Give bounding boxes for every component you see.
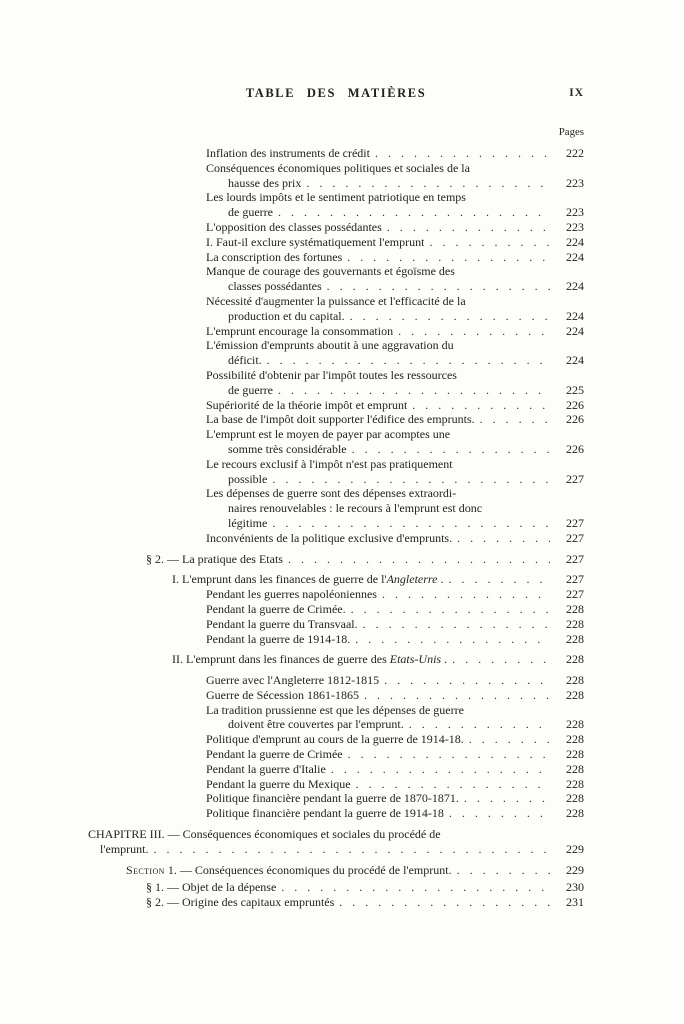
toc-page-number: 228 [566,652,584,667]
toc-line [88,632,584,647]
dot-leader [448,572,550,587]
pages-column-label: Pages [558,126,584,138]
toc-page-number: 223 [566,175,584,190]
toc-entry-text: Politique d'emprunt au cours de la guerre de 1914-18. [206,732,464,747]
toc-line [88,552,584,567]
dot-leader [384,673,550,688]
toc-line [88,717,584,732]
toc-line [88,732,584,747]
toc-line [88,220,584,235]
dot-leader [348,747,550,762]
dot-leader [347,250,550,265]
toc-page-number: 228 [566,717,584,732]
toc-entry-text: § 2. — Origine des capitaux empruntés [146,895,335,910]
toc-page-number: 228 [566,747,584,762]
dot-leader [306,176,550,191]
toc-line [88,383,584,398]
toc-entry-text: naires renouvelables : le recours à l'emprunt est donc [228,501,483,516]
toc-page-number: 225 [566,382,584,397]
toc-entry-text: La tradition prussienne est que les dépenses de guerre [206,702,464,717]
toc-page-number: 226 [566,412,584,427]
toc-entry-text: Manque de courage des gouvernants et égoïsme des [206,264,455,279]
dot-leader [272,472,550,487]
dot-leader [355,632,550,647]
toc-page-number: 228 [566,601,584,616]
dot-leader [339,895,550,910]
toc-entry-text: Supériorité de la théorie impôt et emprunt [206,397,408,412]
toc-line [88,279,584,294]
toc-page-number: 228 [566,806,584,821]
toc-line [88,587,584,602]
toc-page-number: 228 [566,791,584,806]
dot-leader [429,235,550,250]
toc-line [88,863,584,878]
toc-line [88,673,584,688]
toc-line [88,572,584,587]
toc-list [88,146,584,910]
dot-leader [387,220,550,235]
toc-entry-text: Le recours exclusif à l'impôt n'est pas pratiquement [206,456,453,471]
toc-line [88,777,584,792]
toc-line [88,703,584,718]
toc-entry-text: Pendant la guerre du Transvaal. [206,616,358,631]
dot-leader [272,516,550,531]
toc-entry-text: Conséquences économiques politiques et sociales de la [206,160,470,175]
toc-entry-text: Guerre avec l'Angleterre 1812-1815 [206,673,380,688]
toc-entry-text: légitime [228,515,268,530]
toc-entry-text: Inflation des instruments de crédit [206,146,370,160]
toc-line [88,309,584,324]
toc-line [88,442,584,457]
dot-leader [382,587,550,602]
toc-page-number: 229 [566,841,584,856]
dot-leader [327,279,550,294]
toc-entry-text: La base de l'impôt doit supporter l'édifice des emprunts. [206,412,475,427]
toc-page-number: 227 [566,551,584,566]
toc-line [88,880,584,895]
toc-entry-text: Inconvénients de la politique exclusive d'emprunts. [206,530,453,545]
toc-line [88,602,584,617]
dot-leader [352,442,550,457]
toc-page-number: 227 [566,471,584,486]
toc-page-number: 226 [566,397,584,412]
toc-line [88,368,584,383]
dot-leader [457,531,550,546]
toc-entry-text: Guerre de Sécession 1861-1865 [206,687,359,702]
dot-leader [154,842,551,857]
toc-line [88,324,584,339]
toc-entry-text: Section 1. — Conséquences économiques du procédé de l'emprunt. [126,862,452,877]
toc-entry-text: production et du capital. [228,308,345,323]
toc-line [88,652,584,667]
toc-line [88,842,584,857]
toc-page-number: 224 [566,353,584,368]
page-title: TABLE DES MATIÈRES [245,86,427,100]
toc-line [88,146,584,161]
dot-leader [356,777,550,792]
toc-entry-text: Politique financière pendant la guerre de 1914-18 [206,806,444,821]
toc-entry-text: § 1. — Objet de la dépense [146,880,277,895]
toc-entry-text: Possibilité d'obtenir par l'impôt toutes les ressources [206,367,457,382]
toc-page-number: 224 [566,323,584,338]
toc-page-number: 224 [566,279,584,294]
toc-line [88,353,584,368]
toc-line [88,688,584,703]
dot-leader [375,146,550,161]
toc-entry-text: Pendant la guerre du Mexique [206,776,351,791]
toc-line [88,791,584,806]
toc-line [88,294,584,309]
toc-entry-text: possible [228,471,268,486]
toc-entry-text: Les lourds impôts et le sentiment patriotique en temps [206,190,466,205]
dot-leader [398,324,550,339]
toc-page-number: 223 [566,219,584,234]
dot-leader [288,552,550,567]
toc-entry-text: de guerre [228,382,273,397]
toc-entry-text: L'emprunt est le moyen de payer par acomptes une [206,427,451,442]
toc-line [88,176,584,191]
toc-entry-text: l'emprunt. [100,841,149,856]
toc-entry-text: L'émission d'emprunts aboutit à une aggravation du [206,338,454,353]
toc-line [88,250,584,265]
toc-entry-text: CHAPITRE III. — Conséquences économiques et sociales du procédé de [88,827,441,842]
toc-page-number: 223 [566,205,584,220]
toc-entry-text: Pendant la guerre d'Italie [206,761,326,776]
folio-page-number: IX [569,87,584,99]
dot-leader [464,791,550,806]
dot-leader [452,652,550,667]
toc-line [88,338,584,353]
toc-page-number: 227 [566,587,584,602]
dot-leader [363,617,550,632]
toc-page-number: 227 [566,530,584,545]
toc-line [88,398,584,413]
toc-page-number: 228 [566,776,584,791]
toc-entry-text: déficit. [228,353,262,368]
toc-line [88,190,584,205]
toc-entry-text: Pendant la guerre de Crimée. [206,601,346,616]
toc-page-number: 228 [566,631,584,646]
toc-line [88,531,584,546]
toc-page-number: 228 [566,761,584,776]
page-header [88,86,584,102]
toc-page-number: 224 [566,234,584,249]
toc-line [88,516,584,531]
dot-leader [267,353,550,368]
toc-entry-text: doivent être couvertes par l'emprunt. [228,717,404,732]
dot-leader [331,762,550,777]
dot-leader [457,863,550,878]
dot-leader [412,398,550,413]
toc-line [88,161,584,176]
toc-page-number: 224 [566,249,584,264]
dot-leader [480,412,550,427]
dot-leader [351,602,550,617]
dot-leader [409,717,550,732]
toc-page-number: 228 [566,616,584,631]
dot-leader [278,383,550,398]
toc-line [88,264,584,279]
toc-entry-text: somme très considérable [228,441,347,456]
dot-leader [350,309,550,324]
toc-page-number: 231 [566,895,584,910]
toc-entry-text: Pendant la guerre de Crimée [206,747,343,762]
toc-page-number: 227 [566,572,584,587]
toc-line [88,895,584,910]
toc-line [88,762,584,777]
toc-line [88,205,584,220]
toc-line [88,806,584,821]
toc-entry-text: I. Faut-il exclure systématiquement l'emprunt [206,234,425,249]
toc-page-number: 229 [566,862,584,877]
toc-entry-text: Pendant la guerre de 1914-18. [206,631,351,646]
toc-page-number: 228 [566,732,584,747]
toc-line [88,427,584,442]
toc-line [88,472,584,487]
toc-line [88,235,584,250]
toc-page-number: 222 [566,146,584,160]
toc-page-number: 227 [566,515,584,530]
toc-page-number: 228 [566,673,584,688]
toc-entry-text: L'emprunt encourage la consommation [206,323,394,338]
toc-line [88,501,584,516]
toc-entry-text: L'opposition des classes possédantes [206,219,382,234]
toc-line [88,827,584,842]
toc-entry-text: Pendant les guerres napoléoniennes [206,587,377,602]
toc-entry-text: hausse des prix [228,175,302,190]
toc-line [88,457,584,472]
toc-entry-text: Les dépenses de guerre sont des dépenses extraordi- [206,486,457,501]
dot-leader [278,205,550,220]
toc-line [88,747,584,762]
dot-leader [281,880,550,895]
toc-entry-text: Politique financière pendant la guerre de 1870-1871. [206,791,459,806]
toc-entry-text: Nécessité d'augmenter la puissance et l'efficacité de la [206,293,466,308]
toc-page-number: 224 [566,308,584,323]
toc-entry-text: La conscription des fortunes [206,249,343,264]
toc-entry-text: de guerre [228,205,273,220]
toc-page-number: 230 [566,880,584,895]
toc-line [88,617,584,632]
dot-leader [364,688,550,703]
toc-entry-text: II. L'emprunt dans les finances de guerre des Etats-Unis . [172,652,448,667]
toc-page-number: 228 [566,687,584,702]
dot-leader [449,806,550,821]
toc-line [88,412,584,427]
dot-leader [469,732,550,747]
toc-entry-text: classes possédantes [228,279,322,294]
toc-line [88,486,584,501]
toc-page-number: 226 [566,441,584,456]
toc-entry-text: § 2. — La pratique des Etats [146,551,283,566]
toc-entry-text: I. L'emprunt dans les finances de guerre de l'Angleterre . [172,572,444,587]
